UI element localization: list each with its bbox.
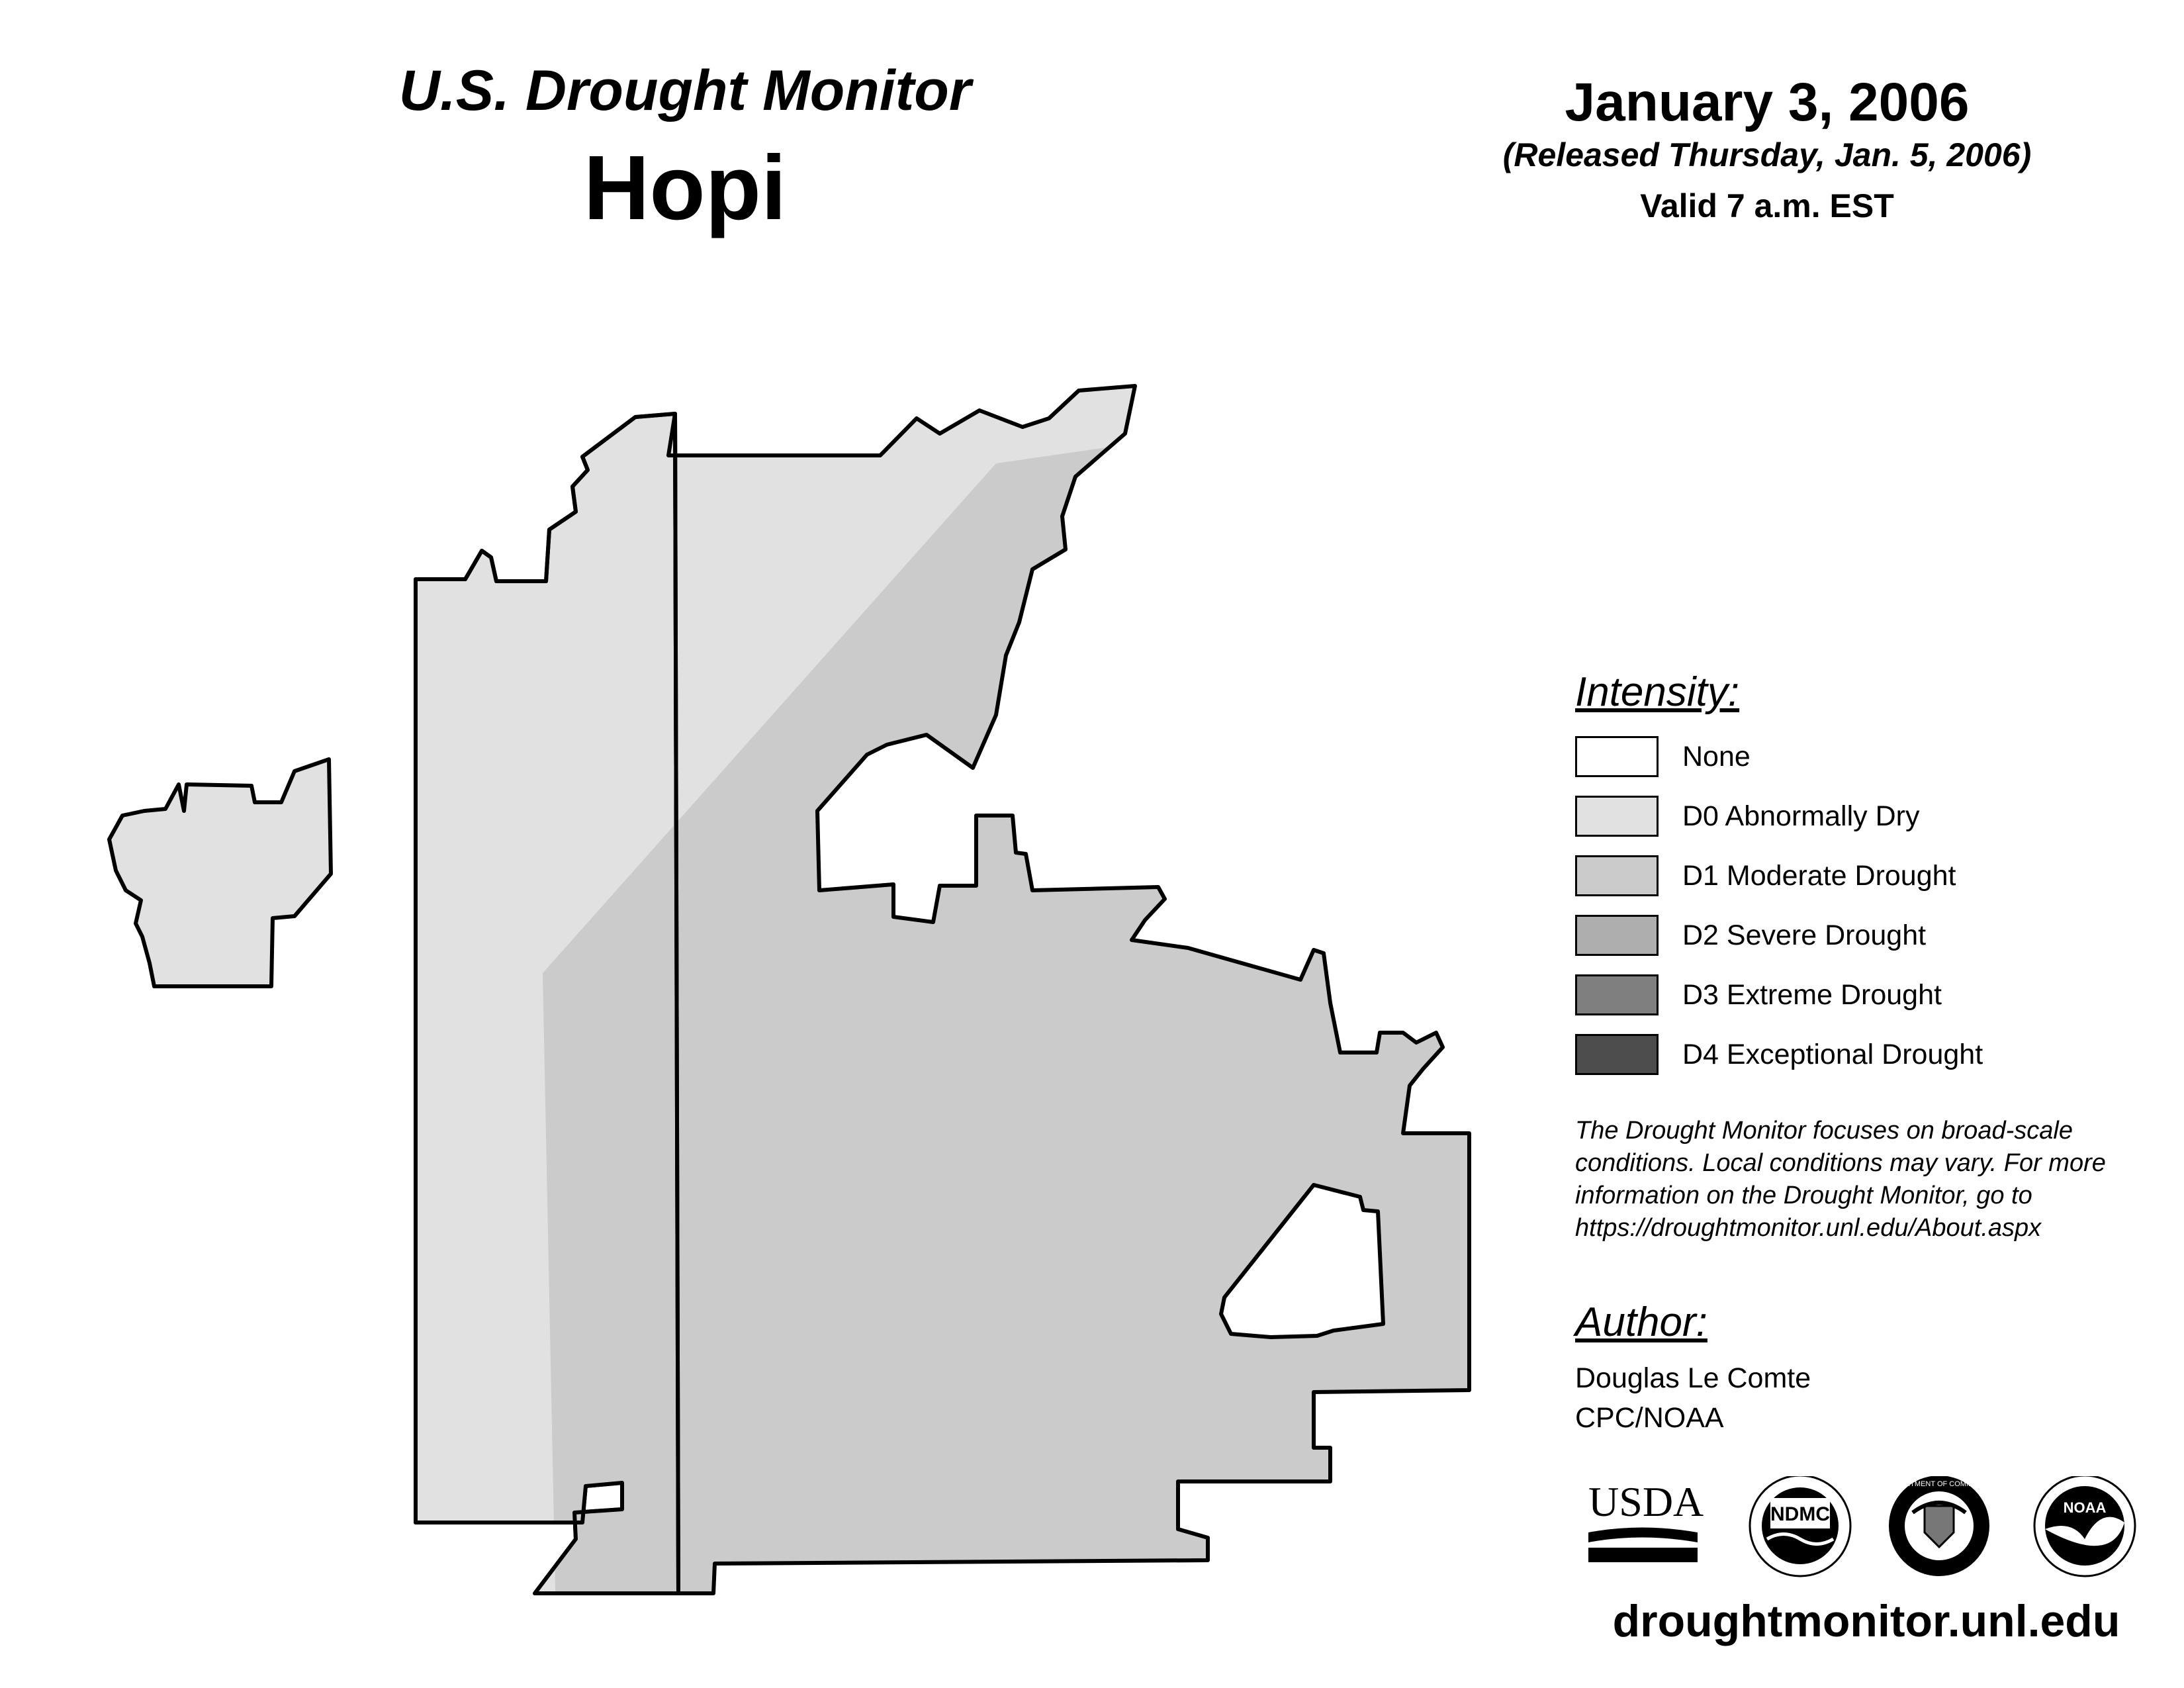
legend-item <box>1575 794 1983 838</box>
valid-time: Valid 7 a.m. EST <box>1640 187 1894 224</box>
legend-item <box>1575 735 1983 778</box>
legend-item <box>1575 1033 1983 1076</box>
svg-text:DEPARTMENT OF COMMERCE: DEPARTMENT OF COMMERCE <box>1886 1480 1993 1488</box>
legend-label: None <box>1682 740 1751 773</box>
author-org: CPC/NOAA <box>1575 1402 1724 1434</box>
legend-swatch <box>1575 1034 1659 1075</box>
usda-logo <box>1588 1478 1704 1562</box>
legend-label: D2 Severe Drought <box>1682 919 1927 951</box>
disclaimer-line: conditions. Local conditions may vary. For more <box>1575 1149 2106 1177</box>
author-heading: Author: <box>1575 1299 1707 1345</box>
commerce-logo <box>1886 1476 1992 1576</box>
legend-heading: Intensity: <box>1575 669 1740 715</box>
legend-label: D0 Abnormally Dry <box>1682 800 1920 832</box>
legend <box>1575 735 1983 1076</box>
legend-swatch <box>1575 855 1659 896</box>
legend-label: D4 Exceptional Drought <box>1682 1038 1983 1070</box>
map-product-title: U.S. Drought Monitor <box>398 59 972 122</box>
svg-text:NDMC: NDMC <box>1770 1503 1830 1525</box>
release-date: (Released Thursday, Jan. 5, 2006) <box>1502 136 2032 173</box>
map-region-title: Hopi <box>583 137 787 239</box>
svg-text:USDA: USDA <box>1588 1478 1704 1525</box>
ndmc-logo <box>1750 1476 1850 1576</box>
disclaimer-line: https://droughtmonitor.unl.edu/About.aspx <box>1575 1214 2042 1242</box>
noaa-logo <box>2034 1476 2135 1576</box>
disclaimer <box>1575 1115 2171 1244</box>
website-url: droughtmonitor.unl.edu <box>1612 1596 2120 1646</box>
legend-swatch <box>1575 796 1659 837</box>
author-name: Douglas Le Comte <box>1575 1362 1811 1394</box>
legend-swatch <box>1575 736 1659 777</box>
legend-label: D1 Moderate Drought <box>1682 859 1956 892</box>
legend-label: D3 Extreme Drought <box>1682 978 1942 1011</box>
legend-item <box>1575 914 1983 957</box>
map-date: January 3, 2006 <box>1565 72 1970 132</box>
svg-text:NOAA: NOAA <box>2063 1499 2107 1516</box>
legend-item <box>1575 854 1983 898</box>
agency-logos <box>1588 1476 2158 1589</box>
legend-swatch <box>1575 915 1659 956</box>
legend-item <box>1575 973 1983 1017</box>
disclaimer-line: information on the Drought Monitor, go to <box>1575 1182 2032 1209</box>
legend-swatch <box>1575 974 1659 1015</box>
west-parcel <box>109 759 331 986</box>
disclaimer-line: The Drought Monitor focuses on broad-scale <box>1575 1117 2073 1145</box>
